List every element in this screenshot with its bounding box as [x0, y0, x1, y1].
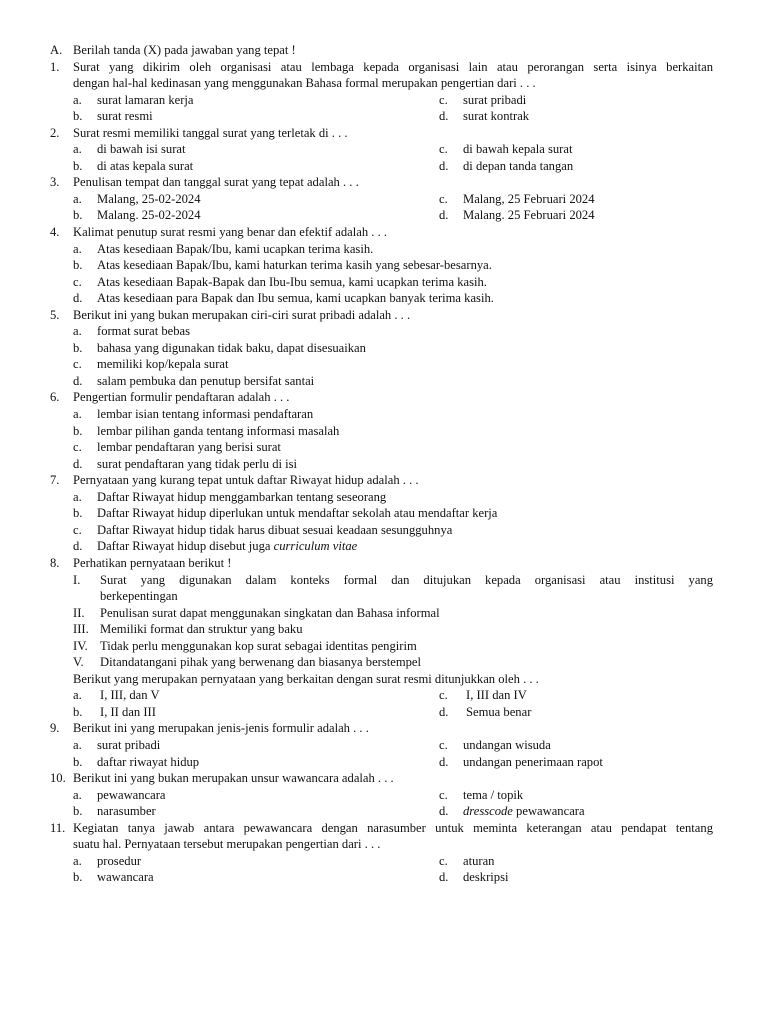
question-1-continued — [0, 75, 768, 92]
question-text: Surat yang dikirim oleh organisasi atau lembaga kepada organisasi lain atau perorangan serta isinya berkaitan — [73, 59, 713, 74]
option-letter-c: c. — [73, 440, 82, 455]
question-text: Berikut ini yang bukan merupakan ciri-ciri surat pribadi adalah . . . — [73, 307, 411, 322]
option-d[interactable]: undangan penerimaan rapot — [463, 754, 603, 769]
option-c[interactable]: tema / topik — [463, 787, 524, 802]
option-d-text: Daftar Riwayat hidup disebut juga — [97, 539, 274, 554]
question-number: 1. — [50, 59, 60, 74]
option-letter-b: b. — [73, 506, 83, 521]
option-c[interactable]: undangan wisuda — [463, 737, 551, 752]
option-b[interactable]: di atas kepala surat — [97, 158, 194, 173]
question-1 — [0, 59, 768, 76]
option-row-a — [0, 323, 768, 340]
question-6 — [0, 389, 768, 406]
option-row-b — [0, 423, 768, 440]
question-text: Pernyataan yang kurang tepat untuk daftar Riwayat hidup adalah . . . — [73, 473, 419, 488]
question-text: Penulisan tempat dan tanggal surat yang tepat adalah . . . — [73, 175, 359, 190]
option-row-c — [0, 274, 768, 291]
option-letter-a: a. — [73, 191, 82, 206]
section-header — [0, 42, 768, 59]
question-10 — [0, 770, 768, 787]
question-11-continued — [0, 836, 768, 853]
question-8-prompt — [0, 671, 768, 688]
roman-numeral: III. — [73, 622, 89, 637]
options-row — [0, 92, 768, 109]
option-letter-c: c. — [439, 853, 448, 868]
option-letter-c: c. — [439, 737, 448, 752]
option-b[interactable]: I, II dan III — [100, 704, 156, 719]
option-a[interactable]: I, III, dan V — [100, 688, 160, 703]
option-d[interactable]: surat pendaftaran yang tidak perlu di isi — [97, 456, 298, 471]
statement-4 — [0, 638, 768, 655]
option-letter-d: d. — [439, 870, 449, 885]
question-text: Pengertian formulir pendaftaran adalah . . . — [73, 390, 290, 405]
options-row — [0, 787, 768, 804]
question-text: Perhatikan pernyataan berikut ! — [73, 555, 232, 570]
statement-text: Tidak perlu menggunakan kop surat sebagai identitas pengirim — [100, 638, 417, 653]
option-a[interactable]: surat lamaran kerja — [97, 92, 194, 107]
option-letter-a: a. — [73, 787, 82, 802]
question-number: 2. — [50, 125, 60, 140]
option-a[interactable]: Atas kesediaan Bapak/Ibu, kami ucapkan terima kasih. — [97, 241, 374, 256]
option-c[interactable]: Malang, 25 Februari 2024 — [463, 191, 595, 206]
question-text: dengan hal-hal kedinasan yang menggunakan Bahasa formal merupakan pengertian dari . . . — [73, 76, 536, 91]
option-letter-a: a. — [73, 737, 82, 752]
option-d[interactable]: deskripsi — [463, 870, 509, 885]
question-5 — [0, 307, 768, 324]
option-a[interactable]: prosedur — [97, 853, 142, 868]
option-letter-d: d. — [439, 208, 449, 223]
option-letter-b: b. — [73, 804, 83, 819]
question-number: 5. — [50, 307, 60, 322]
option-letter-c: c. — [439, 688, 448, 703]
option-b[interactable]: surat resmi — [97, 109, 153, 124]
option-c[interactable]: Atas kesediaan Bapak-Bapak dan Ibu-Ibu semua, kami ucapkan terima kasih. — [97, 274, 487, 289]
option-d-text: pewawancara — [512, 804, 585, 819]
question-9 — [0, 720, 768, 737]
option-letter-c: c. — [439, 787, 448, 802]
option-d[interactable]: Semua benar — [466, 704, 532, 719]
option-letter-d: d. — [439, 109, 449, 124]
question-4 — [0, 224, 768, 241]
option-b[interactable]: Atas kesediaan Bapak/Ibu, kami haturkan terima kasih yang sebesar-besarnya. — [97, 258, 492, 273]
options-row — [0, 704, 768, 721]
statement-text: berkepentingan — [100, 589, 178, 604]
question-number: 11. — [50, 820, 66, 835]
section-instruction: Berilah tanda (X) pada jawaban yang tepat ! — [73, 43, 296, 57]
option-letter-b: b. — [73, 158, 83, 173]
options-row — [0, 853, 768, 870]
option-c[interactable]: aturan — [463, 853, 495, 868]
option-letter-c: c. — [73, 522, 82, 537]
question-number: 6. — [50, 390, 60, 405]
exam-document — [0, 42, 768, 886]
option-b[interactable]: lembar pilihan ganda tentang informasi masalah — [97, 423, 340, 438]
option-d[interactable] — [97, 538, 357, 555]
question-text: Berikut ini yang bukan merupakan unsur wawancara adalah . . . — [73, 771, 394, 786]
statement-1-continued — [0, 588, 768, 605]
statement-text: Surat yang digunakan dalam konteks formal dan ditujukan kepada organisasi atau institusi yang — [100, 572, 713, 587]
option-d[interactable]: Malang. 25 Februari 2024 — [463, 208, 595, 223]
option-letter-d: d. — [73, 373, 83, 388]
options-row — [0, 207, 768, 224]
statement-2 — [0, 605, 768, 622]
option-row-b — [0, 340, 768, 357]
option-d[interactable]: surat kontrak — [463, 109, 530, 124]
option-letter-b: b. — [73, 423, 83, 438]
option-letter-b: b. — [73, 340, 83, 355]
option-row-d — [0, 456, 768, 473]
option-letter-c: c. — [73, 274, 82, 289]
option-c[interactable]: di bawah kepala surat — [463, 142, 573, 157]
question-number: 8. — [50, 555, 60, 570]
option-letter-d: d. — [73, 291, 83, 306]
question-text: Berikut ini yang merupakan jenis-jenis formulir adalah . . . — [73, 721, 369, 736]
options-row — [0, 869, 768, 886]
option-row-b — [0, 257, 768, 274]
statement-text: Penulisan surat dapat menggunakan singkatan dan Bahasa informal — [100, 605, 440, 620]
option-a[interactable]: pewawancara — [97, 787, 166, 802]
option-letter-b: b. — [73, 109, 83, 124]
option-letter-a: a. — [73, 92, 82, 107]
option-b[interactable]: wawancara — [97, 870, 154, 885]
option-row-c — [0, 439, 768, 456]
question-number: 3. — [50, 175, 60, 190]
question-11 — [0, 820, 768, 837]
question-text: Berikut yang merupakan pernyataan yang berkaitan dengan surat resmi ditunjukkan oleh . . . — [73, 671, 539, 686]
option-d[interactable]: di depan tanda tangan — [463, 158, 574, 173]
options-row — [0, 687, 768, 704]
statement-1 — [0, 572, 768, 589]
option-c[interactable]: memiliki kop/kepala surat — [97, 357, 229, 372]
option-letter-b: b. — [73, 258, 83, 273]
option-d-italic-term: curriculum vitae — [273, 539, 358, 554]
option-letter-a: a. — [73, 241, 82, 256]
statement-text: Ditandatangani pihak yang berwenang dan biasanya berstempel — [100, 655, 422, 670]
option-row-a — [0, 241, 768, 258]
option-c[interactable]: surat pribadi — [463, 92, 527, 107]
question-text: Kalimat penutup surat resmi yang benar dan efektif adalah . . . — [73, 225, 388, 240]
option-letter-a: a. — [73, 142, 82, 157]
option-letter-d: d. — [73, 456, 83, 471]
question-2 — [0, 125, 768, 142]
option-d[interactable]: salam pembuka dan penutup bersifat santai — [97, 373, 315, 388]
options-row — [0, 158, 768, 175]
statement-3 — [0, 621, 768, 638]
statement-text: Memiliki format dan struktur yang baku — [100, 622, 303, 637]
roman-numeral: II. — [73, 605, 85, 620]
roman-numeral: IV. — [73, 638, 88, 653]
option-row-b — [0, 505, 768, 522]
option-letter-c: c. — [439, 142, 448, 157]
option-row-a — [0, 489, 768, 506]
option-letter-b: b. — [73, 704, 83, 719]
option-a[interactable]: lembar isian tentang informasi pendaftaran — [97, 407, 314, 422]
option-b[interactable]: narasumber — [97, 804, 156, 819]
option-b[interactable]: Daftar Riwayat hidup diperlukan untuk mendaftar sekolah atau mendaftar kerja — [97, 506, 498, 521]
option-d-italic-term: dresscode — [463, 804, 513, 819]
roman-numeral: I. — [73, 572, 81, 587]
question-text: suatu hal. Pernyataan tersebut merupakan pengertian dari . . . — [73, 837, 381, 852]
statement-5 — [0, 654, 768, 671]
option-a[interactable]: di bawah isi surat — [97, 142, 186, 157]
option-b[interactable]: daftar riwayat hidup — [97, 754, 200, 769]
options-row — [0, 108, 768, 125]
option-letter-b: b. — [73, 870, 83, 885]
option-letter-c: c. — [439, 92, 448, 107]
option-a[interactable]: format surat bebas — [97, 324, 191, 339]
option-letter-d: d. — [439, 754, 449, 769]
question-number: 10. — [50, 771, 66, 786]
option-letter-a: a. — [73, 853, 82, 868]
section-label: A. — [50, 43, 63, 57]
roman-numeral: V. — [73, 655, 84, 670]
options-row — [0, 803, 768, 820]
question-text: Surat resmi memiliki tanggal surat yang terletak di . . . — [73, 125, 348, 140]
option-c[interactable]: I, III dan IV — [466, 688, 527, 703]
option-letter-a: a. — [73, 407, 82, 422]
option-c[interactable]: Daftar Riwayat hidup tidak harus dibuat sesuai keadaan sesungguhnya — [97, 522, 453, 537]
option-letter-a: a. — [73, 489, 82, 504]
option-letter-d: d. — [73, 539, 83, 554]
options-row — [0, 754, 768, 771]
question-3 — [0, 174, 768, 191]
question-8 — [0, 555, 768, 572]
option-letter-d: d. — [439, 804, 449, 819]
option-letter-c: c. — [439, 191, 448, 206]
options-row — [0, 737, 768, 754]
option-letter-a: a. — [73, 324, 82, 339]
option-d[interactable] — [463, 803, 585, 820]
option-a[interactable]: Daftar Riwayat hidup menggambarkan tentang seseorang — [97, 489, 387, 504]
option-row-a — [0, 406, 768, 423]
option-a[interactable]: Malang, 25-02-2024 — [97, 191, 201, 206]
option-b[interactable]: bahasa yang digunakan tidak baku, dapat disesuaikan — [97, 340, 366, 355]
option-letter-d: d. — [439, 704, 449, 719]
options-row — [0, 141, 768, 158]
option-a[interactable]: surat pribadi — [97, 737, 161, 752]
option-letter-d: d. — [439, 158, 449, 173]
option-letter-a: a. — [73, 688, 82, 703]
option-row-d — [0, 538, 768, 555]
question-number: 7. — [50, 473, 60, 488]
question-7 — [0, 472, 768, 489]
option-letter-c: c. — [73, 357, 82, 372]
option-d[interactable]: Atas kesediaan para Bapak dan Ibu semua, kami ucapkan banyak terima kasih. — [97, 291, 494, 306]
question-number: 4. — [50, 225, 60, 240]
option-letter-b: b. — [73, 754, 83, 769]
option-row-c — [0, 522, 768, 539]
option-row-c — [0, 356, 768, 373]
option-b[interactable]: Malang. 25-02-2024 — [97, 208, 201, 223]
option-letter-b: b. — [73, 208, 83, 223]
question-number: 9. — [50, 721, 60, 736]
option-row-d — [0, 290, 768, 307]
option-row-d — [0, 373, 768, 390]
options-row — [0, 191, 768, 208]
question-text: Kegiatan tanya jawab antara pewawancara dengan narasumber untuk meminta keterangan atau pendapat tentang — [73, 820, 713, 835]
option-c[interactable]: lembar pendaftaran yang berisi surat — [97, 440, 281, 455]
